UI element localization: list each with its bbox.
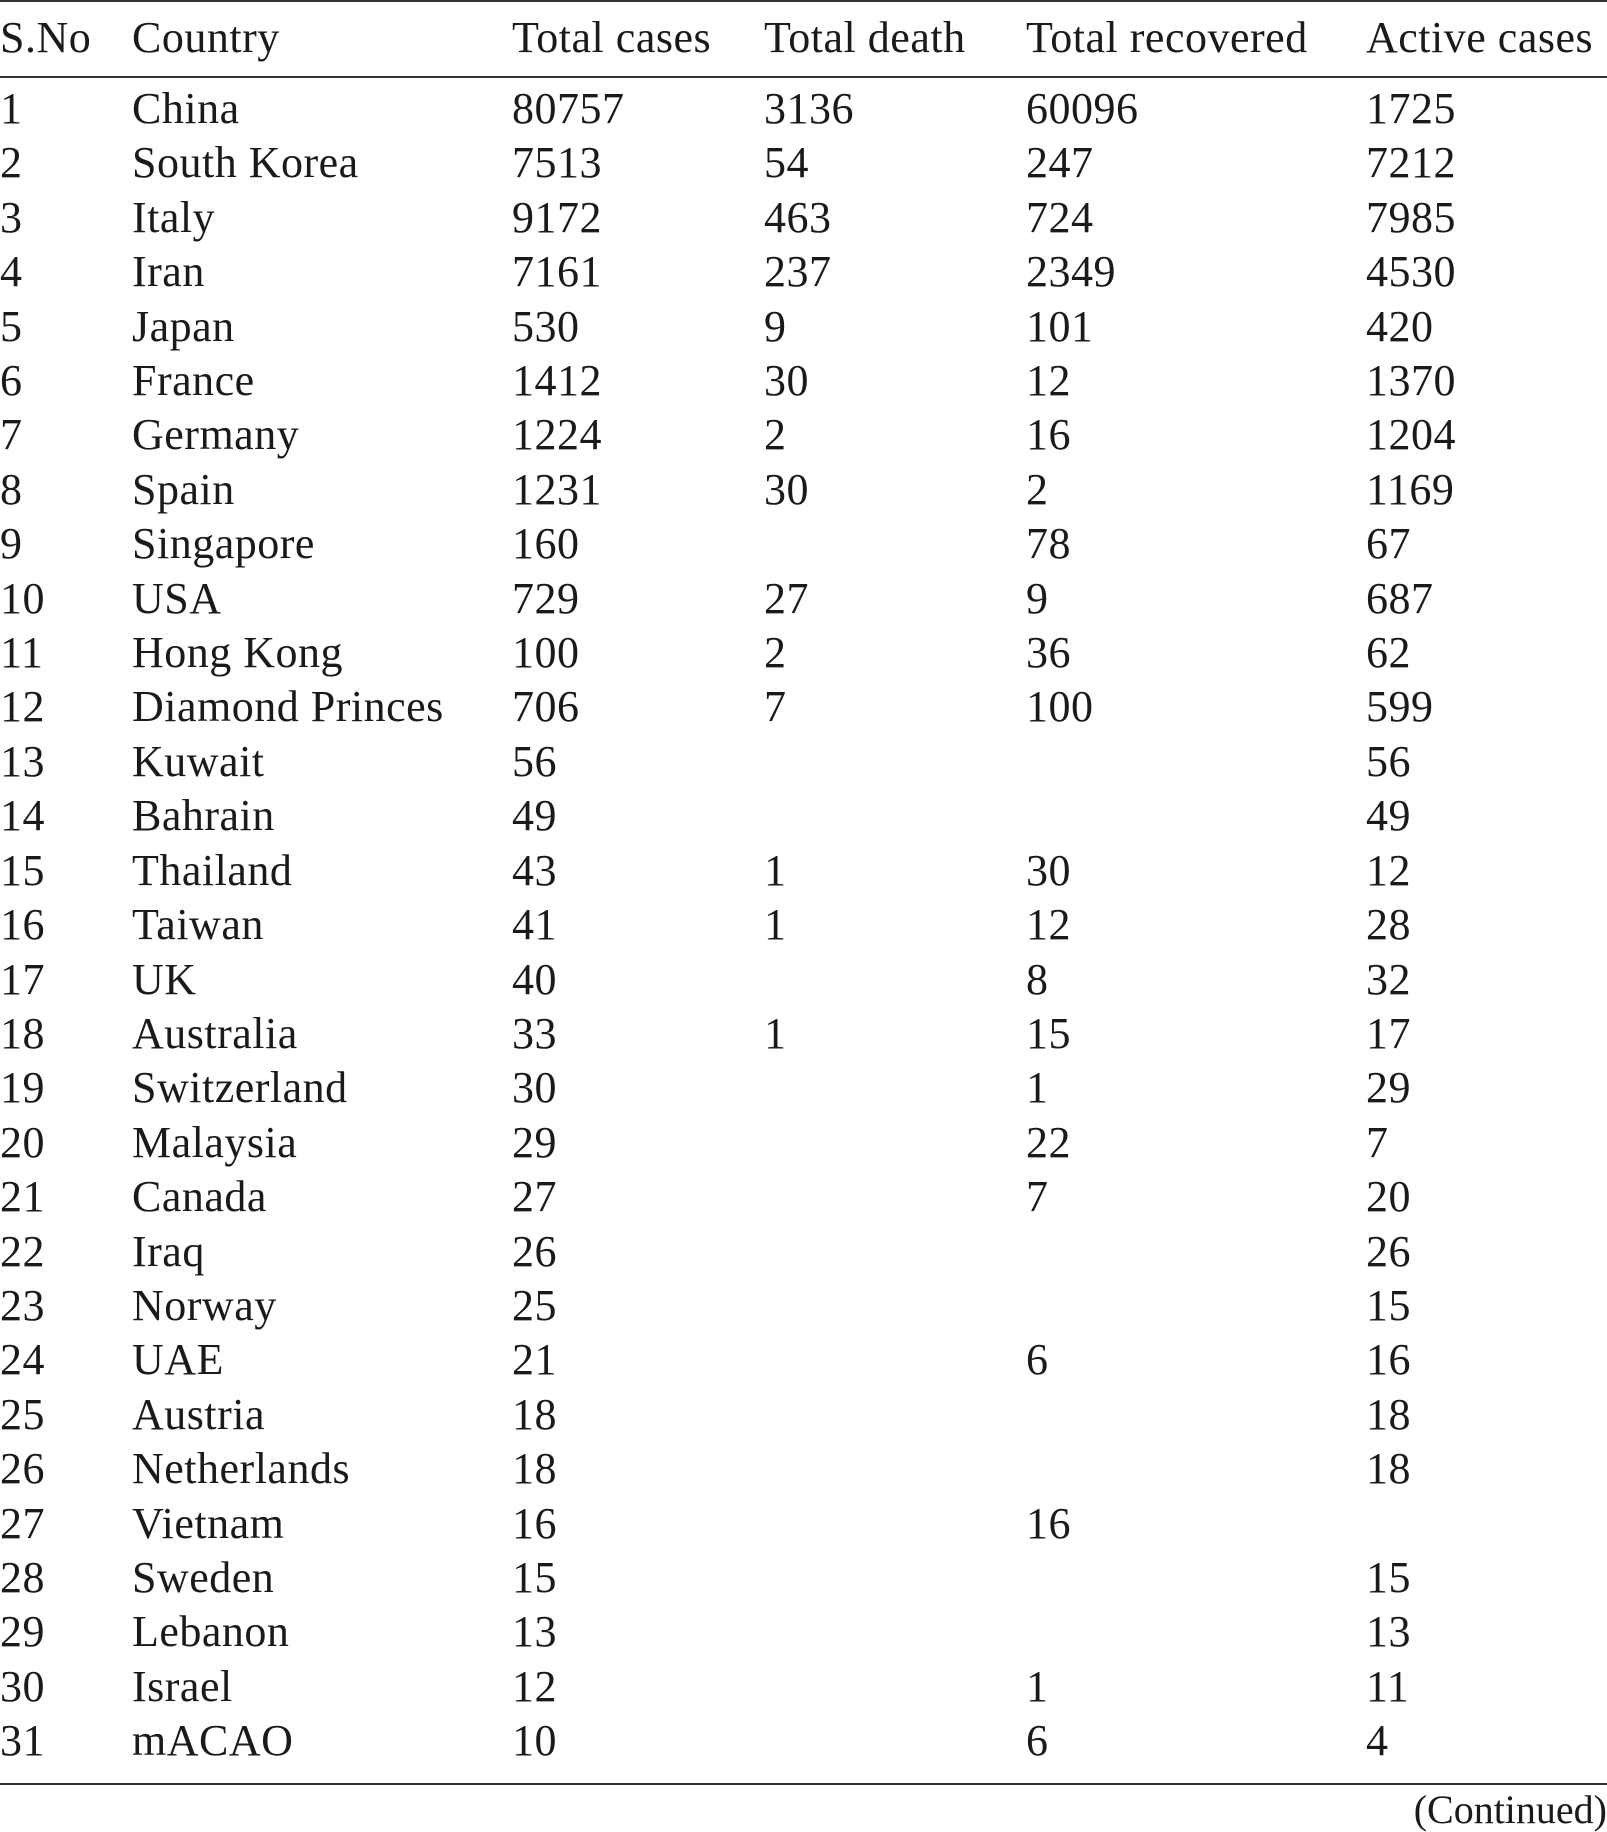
cell-country: USA: [132, 573, 222, 623]
cell-country: Israel: [132, 1661, 233, 1711]
cell-total-death: [764, 1225, 1026, 1279]
table-row: [0, 953, 1607, 1007]
cell-total-death: [764, 1116, 1026, 1170]
cell-total-death: 463: [764, 192, 832, 242]
header-row: [0, 0, 1607, 76]
cell-total-recovered: 1: [1026, 1063, 1049, 1113]
cell-sno: 5: [0, 301, 23, 351]
table-row: [0, 1333, 1607, 1387]
cell-active-cases: 28: [1366, 900, 1411, 950]
cell-total-cases: 1224: [512, 410, 602, 460]
table-row: [0, 844, 1607, 898]
cell-total-cases: 29: [512, 1117, 557, 1167]
cell-sno: 24: [0, 1335, 45, 1385]
cell-active-cases: 1725: [1366, 84, 1456, 133]
table-row: [0, 1225, 1607, 1279]
cell-country: Lebanon: [132, 1607, 290, 1657]
cell-sno: 16: [0, 900, 45, 950]
table-row: [0, 1061, 1607, 1115]
cell-sno: 11: [0, 628, 44, 678]
cell-country: Switzerland: [132, 1063, 348, 1113]
cell-country: France: [132, 356, 255, 406]
cell-total-death: 30: [764, 464, 809, 514]
cell-total-cases: 530: [512, 301, 580, 351]
cell-total-death: 1: [764, 1008, 787, 1058]
cell-total-cases: 100: [512, 628, 580, 678]
cell-total-death: 54: [764, 138, 809, 188]
cell-sno: 25: [0, 1389, 45, 1439]
cell-total-recovered: [1026, 1225, 1366, 1279]
cell-country: Kuwait: [132, 736, 265, 786]
cell-total-recovered: 6: [1026, 1716, 1049, 1766]
cell-total-death: [764, 1714, 1026, 1768]
cell-active-cases: 7985: [1366, 192, 1456, 242]
table-row: [0, 300, 1607, 354]
cell-active-cases: 17: [1366, 1008, 1411, 1058]
cell-sno: 18: [0, 1008, 45, 1058]
cell-country: Spain: [132, 464, 235, 514]
cell-country: Sweden: [132, 1552, 275, 1602]
cell-total-recovered: 78: [1026, 519, 1071, 569]
cell-total-cases: 18: [512, 1389, 557, 1439]
cell-sno: 26: [0, 1444, 45, 1494]
table-row: [0, 789, 1607, 843]
cell-country: mACAO: [132, 1716, 294, 1766]
cell-active-cases: 32: [1366, 954, 1411, 1004]
cell-total-cases: 1231: [512, 464, 602, 514]
table-row: [0, 1714, 1607, 1768]
cell-active-cases: 4530: [1366, 247, 1456, 297]
cell-total-death: 1: [764, 845, 787, 895]
cell-total-cases: 12: [512, 1661, 557, 1711]
table-row: [0, 680, 1607, 734]
cell-total-recovered: 8: [1026, 954, 1049, 1004]
cell-total-death: [764, 1388, 1026, 1442]
cell-sno: 6: [0, 356, 23, 406]
cell-total-cases: 26: [512, 1226, 557, 1276]
cell-sno: 9: [0, 519, 23, 569]
cell-total-recovered: [1026, 789, 1366, 843]
table-row: [0, 517, 1607, 571]
cell-active-cases: 56: [1366, 736, 1411, 786]
cell-total-cases: 13: [512, 1607, 557, 1657]
column-header-total-cases: Total cases: [512, 13, 712, 62]
cell-country: UAE: [132, 1335, 224, 1385]
cell-total-death: 7: [764, 682, 787, 732]
table-bottom-rule: [0, 1783, 1607, 1785]
cell-total-death: [764, 1061, 1026, 1115]
cell-sno: 2: [0, 138, 23, 188]
cell-total-recovered: 60096: [1026, 84, 1139, 133]
table-row: [0, 735, 1607, 789]
cell-total-cases: 7513: [512, 138, 602, 188]
cell-active-cases: 11: [1366, 1661, 1410, 1711]
table-row: [0, 1551, 1607, 1605]
continued-note: (Continued): [1413, 1787, 1607, 1832]
cell-sno: 4: [0, 247, 23, 297]
cell-total-recovered: 36: [1026, 628, 1071, 678]
cell-active-cases: 599: [1366, 682, 1434, 732]
cell-sno: 23: [0, 1280, 45, 1330]
cell-active-cases: 18: [1366, 1389, 1411, 1439]
cell-total-recovered: 12: [1026, 356, 1071, 406]
cell-active-cases: 12: [1366, 845, 1411, 895]
cell-total-cases: 18: [512, 1444, 557, 1494]
table-row: [0, 76, 1607, 136]
cell-sno: 19: [0, 1063, 45, 1113]
column-header-country: Country: [132, 13, 280, 62]
cell-total-cases: 15: [512, 1552, 557, 1602]
cell-total-cases: 80757: [512, 84, 625, 133]
cell-active-cases: 7212: [1366, 138, 1456, 188]
cell-sno: 20: [0, 1117, 45, 1167]
cell-active-cases: 15: [1366, 1552, 1411, 1602]
cell-total-cases: 25: [512, 1280, 557, 1330]
cell-sno: 7: [0, 410, 23, 460]
cell-active-cases: 1370: [1366, 356, 1456, 406]
cell-total-cases: 33: [512, 1008, 557, 1058]
cell-country: Netherlands: [132, 1444, 351, 1494]
cell-total-recovered: 2349: [1026, 247, 1116, 297]
cell-country: Vietnam: [132, 1498, 285, 1548]
cell-sno: 29: [0, 1607, 45, 1657]
column-header-total-recovered: Total recovered: [1026, 13, 1308, 62]
cell-total-death: [764, 1170, 1026, 1224]
cell-total-recovered: [1026, 1442, 1366, 1496]
cell-sno: 15: [0, 845, 45, 895]
cell-total-death: [764, 517, 1026, 571]
table-row: [0, 1388, 1607, 1442]
table-row: [0, 136, 1607, 190]
cell-total-recovered: [1026, 1279, 1366, 1333]
cell-total-cases: 729: [512, 573, 580, 623]
cell-total-recovered: 9: [1026, 573, 1049, 623]
cell-active-cases: 26: [1366, 1226, 1411, 1276]
cell-total-cases: 1412: [512, 356, 602, 406]
cell-total-death: [764, 789, 1026, 843]
table-row: [0, 1497, 1607, 1551]
cell-sno: 12: [0, 682, 45, 732]
cell-total-cases: 10: [512, 1716, 557, 1766]
cell-sno: 1: [0, 84, 23, 133]
cell-total-recovered: 16: [1026, 410, 1071, 460]
table-row: [0, 245, 1607, 299]
cell-country: Italy: [132, 192, 216, 242]
cell-sno: 8: [0, 464, 23, 514]
cell-country: Taiwan: [132, 900, 264, 950]
cell-country: Canada: [132, 1172, 267, 1222]
cell-total-death: 2: [764, 410, 787, 460]
cell-country: Bahrain: [132, 791, 275, 841]
cell-active-cases: 687: [1366, 573, 1434, 623]
table-body: [0, 76, 1607, 1769]
cell-total-recovered: 7: [1026, 1172, 1049, 1222]
table-row: [0, 626, 1607, 680]
cell-total-death: [764, 953, 1026, 1007]
cell-sno: 10: [0, 573, 45, 623]
cell-total-recovered: [1026, 1551, 1366, 1605]
cell-country: Iraq: [132, 1226, 205, 1276]
cell-total-death: 2: [764, 628, 787, 678]
cell-country: Norway: [132, 1280, 277, 1330]
cell-country: Malaysia: [132, 1117, 298, 1167]
cell-total-recovered: 30: [1026, 845, 1071, 895]
cell-total-cases: 27: [512, 1172, 557, 1222]
cell-total-death: 30: [764, 356, 809, 406]
cell-total-cases: 706: [512, 682, 580, 732]
cell-total-recovered: [1026, 1605, 1366, 1659]
cell-sno: 3: [0, 192, 23, 242]
cell-country: UK: [132, 954, 197, 1004]
cell-active-cases: 1169: [1366, 464, 1455, 514]
cell-sno: 21: [0, 1172, 45, 1222]
cell-total-recovered: 2: [1026, 464, 1049, 514]
cell-active-cases: 7: [1366, 1117, 1389, 1167]
table-row: [0, 1170, 1607, 1224]
cell-total-death: 9: [764, 301, 787, 351]
cell-sno: 13: [0, 736, 45, 786]
cell-total-death: [764, 1497, 1026, 1551]
cell-total-cases: 56: [512, 736, 557, 786]
cell-country: Austria: [132, 1389, 266, 1439]
cell-country: Australia: [132, 1008, 298, 1058]
cell-total-recovered: 100: [1026, 682, 1094, 732]
cell-total-cases: 7161: [512, 247, 602, 297]
cell-total-recovered: 12: [1026, 900, 1071, 950]
cell-total-death: [764, 1333, 1026, 1387]
table-row: [0, 1279, 1607, 1333]
cell-total-cases: 9172: [512, 192, 602, 242]
cell-total-cases: 160: [512, 519, 580, 569]
table-row: [0, 408, 1607, 462]
cell-sno: 17: [0, 954, 45, 1004]
cell-total-death: [764, 735, 1026, 789]
cell-country: Iran: [132, 247, 205, 297]
cell-active-cases: 49: [1366, 791, 1411, 841]
table-row: [0, 463, 1607, 517]
cell-total-cases: 40: [512, 954, 557, 1004]
cell-total-recovered: [1026, 735, 1366, 789]
cell-country: Japan: [132, 301, 235, 351]
cell-country: Diamond Princes: [132, 682, 444, 732]
cell-active-cases: 15: [1366, 1280, 1411, 1330]
cell-total-recovered: 247: [1026, 138, 1094, 188]
cell-sno: 22: [0, 1226, 45, 1276]
table-row: [0, 1660, 1607, 1714]
cell-active-cases: 4: [1366, 1716, 1389, 1766]
table-row: [0, 1605, 1607, 1659]
cell-total-recovered: [1026, 1388, 1366, 1442]
cell-active-cases: 62: [1366, 628, 1411, 678]
cell-country: Germany: [132, 410, 300, 460]
cell-total-cases: 49: [512, 791, 557, 841]
column-header-total-death: Total death: [764, 13, 966, 62]
cell-total-death: [764, 1279, 1026, 1333]
cell-total-cases: 16: [512, 1498, 557, 1548]
cell-active-cases: 20: [1366, 1172, 1411, 1222]
cell-sno: 30: [0, 1661, 45, 1711]
cell-total-cases: 21: [512, 1335, 557, 1385]
cell-active-cases: [1366, 1497, 1607, 1551]
column-header-active-cases: Active cases: [1366, 13, 1594, 62]
cell-country: China: [132, 84, 240, 133]
cell-sno: 31: [0, 1716, 45, 1766]
cell-country: Hong Kong: [132, 628, 344, 678]
cell-sno: 28: [0, 1552, 45, 1602]
cell-total-recovered: 101: [1026, 301, 1094, 351]
cell-active-cases: 29: [1366, 1063, 1411, 1113]
table-row: [0, 1116, 1607, 1170]
table-row: [0, 1442, 1607, 1496]
table-row: [0, 1007, 1607, 1061]
cell-total-death: 1: [764, 900, 787, 950]
table-header: [0, 0, 1607, 76]
cell-country: South Korea: [132, 138, 359, 188]
cell-total-death: 237: [764, 247, 832, 297]
cell-active-cases: 13: [1366, 1607, 1411, 1657]
cell-country: Thailand: [132, 845, 293, 895]
cell-total-death: [764, 1605, 1026, 1659]
cell-total-death: 3136: [764, 84, 854, 133]
cell-sno: 14: [0, 791, 45, 841]
column-header-sno: S.No: [0, 13, 92, 62]
cell-active-cases: 420: [1366, 301, 1434, 351]
cell-total-cases: 30: [512, 1063, 557, 1113]
cell-active-cases: 1204: [1366, 410, 1456, 460]
cell-total-recovered: 22: [1026, 1117, 1071, 1167]
cell-total-death: 27: [764, 573, 809, 623]
cell-total-cases: 43: [512, 845, 557, 895]
cell-total-recovered: 1: [1026, 1661, 1049, 1711]
cell-total-recovered: 16: [1026, 1498, 1071, 1548]
cell-sno: 27: [0, 1498, 45, 1548]
table-row: [0, 191, 1607, 245]
table-row: [0, 898, 1607, 952]
cell-active-cases: 16: [1366, 1335, 1411, 1385]
cell-total-death: [764, 1442, 1026, 1496]
cell-total-recovered: 6: [1026, 1335, 1049, 1385]
table-row: [0, 354, 1607, 408]
cell-total-recovered: 724: [1026, 192, 1094, 242]
cell-total-death: [764, 1551, 1026, 1605]
cell-total-cases: 41: [512, 900, 557, 950]
cell-country: Singapore: [132, 519, 315, 569]
table-row: [0, 572, 1607, 626]
cell-total-death: [764, 1660, 1026, 1714]
cell-active-cases: 67: [1366, 519, 1411, 569]
cell-total-recovered: 15: [1026, 1008, 1071, 1058]
cell-active-cases: 18: [1366, 1444, 1411, 1494]
